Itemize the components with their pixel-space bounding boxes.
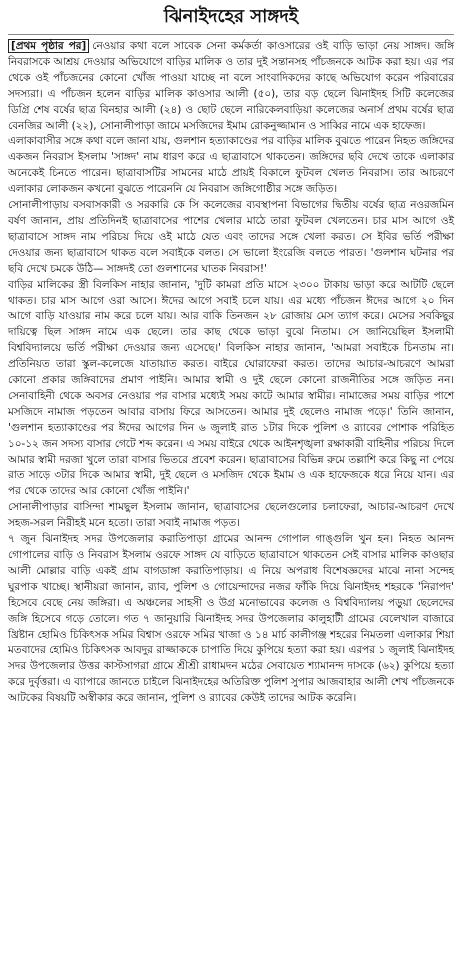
article-body <box>8 39 454 707</box>
paragraph-3: সোনালীপাড়ায় বসবাসকারী ও সরকারি কে সি কলেজের ব্যবস্থাপনা বিভাগের দ্বিতীয় বর্ষের ছাত্র নওরজমিন বর্ষণ জানান, প্রায় প্রতিদিনই ছাত্রাবাসের পাশের খেলার মাঠে তারা ফুটবল খেলতেন। চার মাস আগে ওই ছাত্রাবাসে সাঙ্গদ নাম পরিচয় দিয়ে ওই মাঠে যেত এবং তাদের সঙ্গে খেলা করত। সে ইবির ভর্তি পরীক্ষা দেওয়ার জন্য ছাত্রাবাসে থাকত বলে সবাইকে বলত। সে ভালো ইংরেজি বলতে পারত। 'গুলশান ঘটনার পর ছবি দেখে চমকে উঠি— সাঙ্গদই তো গুলশানের ঘাতক নিবরাস!' <box>8 199 454 275</box>
paragraph-6: ৭ জুন ঝিনাইদহ সদর উপজেলার করাতিপাড়া গ্রামের আনন্দ গোপাল গাঙ্গুলি খুন হন। নিহত আনন্দ গোপালের বাড়ি ও নিবরাস ইসলাম ওরফে সাঙ্গদ যে বাড়িতে ছাত্রাবাসে থাকতেন সেই বাসার মালিক কাওছার আলী মোল্লার বাড়ি একই গ্রাম বাগডাঙ্গা করাতিপাড়ায়। এ নিয়ে অপরাধ বিশেষজ্ঞদের মাঝে নানা সন্দেহ ঘুরপাক খাচ্ছে। স্থানীয়রা জানান, র‍্যাব, পুলিশ ও গোয়েন্দাদের নজর ফাঁকি দিয়ে ঝিনাইদহ শহরকে 'নিরাপদ' হিসেবে বেছে নেয় জঙ্গিরা। এ অঞ্চলের সাহসী ও উগ্র মনোভাবের কলেজ ও বিশ্ববিদ্যালয় পড়ুয়া ছেলেদের জঙ্গি হিসেবে গড়ে তোলে। গত ৭ জানুয়ারি ঝিনাইদহ সদর উপজেলার কালুহাটী গ্রামের বেলেখাল বাজারে খ্রিষ্টান হোমিও চিকিৎসক সমির বিশ্বাস ওরফে সমির খাজা ও ১৪ মার্চ কালীগঞ্জ শহরের নিমতলা এলাকার শিয়া মতবাদের হোমিও চিকিৎসক আবদুর রাজ্জাককে চাপাতি দিয়ে কুপিয়ে হত্যা করা হয়। এরপর ১ জুলাই ঝিনাইদহ সদর উপজেলার উত্তর কাস্টসাগরা গ্রামে শ্রীশ্রী রাধামদন মঠের সেবায়েত শ্যামানন্দ দাসকে (৬২) কুপিয়ে হত্যা করে দুর্বৃত্তরা। এ ব্যাপারে জানতে চাইলে ঝিনাইদহের অতিরিক্ত পুলিশ সুপার আজবাহার আলী শেখ পাঁচজনকে আটকের বিষয়টি অস্বীকার করে জানান, পুলিশ ও র‍্যাবের কেউই তাদের আটক করেনি। <box>8 533 454 705</box>
paragraph-1 <box>8 39 454 134</box>
headline: ঝিনাইদহের সাঙ্গদই <box>8 0 454 35</box>
paragraph-2: এলাকাবাসীর সঙ্গে কথা বলে জানা যায়, গুলশান হত্যাকাণ্ডের পর বাড়ির মালিক বুঝতে পারেন নিহত জঙ্গিদের একজন নিবরাস ইসলাম 'সাঙ্গদ' নাম ধারণ করে এ ছাত্রাবাসে থাকতেন। জঙ্গিদের ছবি দেখে তাকে এলাকার অনেকেই চিনতে পারেন। ছাত্রাবাসটির সামনের মাঠে প্রায়ই বিকালে ফুটবল খেলত নিবরাস। তার আচরণে এলাকার লোকজন কখনো বুঝতে পারেননি যে নিবরাস জঙ্গিগোষ্ঠীর সঙ্গে জড়িত। <box>8 135 454 196</box>
kicker-label: [প্রথম পৃষ্ঠার পর] <box>8 39 89 53</box>
paragraph-1-text: নেওয়ার কথা বলে সাবেক সেনা কর্মকর্তা কাওসারের ওই বাড়ি ভাড়া নেয় সাঙ্গদ। জঙ্গি নিবরাসকে আশ্রয় দেওয়ার অভিযোগে বাড়ির মালিক ও তার দুই সন্তানসহ পাঁচজনকে আটক করা হয়। এর পর থেকে ওই পাঁচজনের কোনো খোঁজ পাওয়া যাচ্ছে না বলে সাংবাদিকদের কাছে অভিযোগ করেন পরিবারের সদস্যরা। এ পাঁচজন হলেন বাড়ির মালিক কাওসার আলী (৫০), তার বড় ছেলে ঝিনাইদহ সিটি কলেজের ডিগ্রি শেষ বর্ষের ছাত্র বিনহার আলী (২৪) ও ছোট ছেলে নারিকেলবাড়িয়া কলেজের অনার্স প্রথম বর্ষের ছাত্র বেনজির আলী (২২), সোনালীপাড়া জামে মসজিদের ইমাম রোকনুজ্জামান ও সাব্বির নামে এক হাফেজ। <box>8 40 454 132</box>
paragraph-4: বাড়ির মালিকের স্ত্রী বিলকিস নাহার জানান, 'দুটি কামরা প্রতি মাসে ২৩০০ টাকায় ভাড়া করে আটটি ছেলে থাকত। চার মাস আগে ওরা আসে। ঈদের আগে সবাই চলে যায়। এর মধ্যে পাঁচজন ঈদের আগে ২০ দিন আগে বাড়ি যাওয়ার নাম করে চলে যায়। আর বাকি তিনজন ২৮ রোজায় মেস ত্যাগ করে। মেসের সবকিছুর দায়িত্বে ছিল সাঙ্গদ নামে এক ছেলে। তার কাছ থেকে ভাড়া বুঝে নিতাম। সে জানিয়েছিল ইসলামী বিশ্ববিদ্যালয়ে ভর্তি পরীক্ষা দেওয়ার জন্য এসেছে।' বিলকিস নাহার জানান, 'আমরা সবাইকে চিনতাম না। প্রতিনিয়ত তারা স্কুল-কলেজে যাতায়াত করত। বাইরে ঘোরাফেরা করত। তাদের আচার-আচরণে আমরা কোনো প্রকার জঙ্গিবাদের প্রমাণ পাইনি। আমার স্বামী ও দুই ছেলে কোনো রাজনীতির সঙ্গে জড়িত নন। সেনাবাহিনী থেকে অবসর নেওয়ার পর বাসার মধ্যেই সময় কাটে আমার স্বামীর। নামাজের সময় বাড়ির পাশে মসজিদে নামাজ পড়তেন আবার বাসায় ফিরে আসতেন। আমার দুই ছেলেও নামাজ পড়ে।' তিনি জানান, 'গুলশান হত্যাকাণ্ডের পর ঈদের আগের দিন ৬ জুলাই রাত ১টার দিকে পুলিশ ও র‍্যাবের পোশাক পরিহিত ১০-১২ জন সদস্য বাসার গেটে শব্দ করেন। এ সময় বাইরে থেকে আইনশৃঙ্খলা রক্ষাকারী বাহিনীর পরিচয় দিলে আমার স্বামী দরজা খুলে তারা বাসার ভিতরে প্রবেশ করেন। ছাত্রাবাসের বিভিন্ন রুমে তল্লাশি করে কিছু না পেয়ে রাত সাড়ে ৩টার দিকে আমার স্বামী, দুই ছেলে ও মসজিদ থেকে ইমাম ও এক হাফেজকে ধরে নিয়ে যান। এর পর থেকে তাদের আর কোনো খোঁজ পাইনি।' <box>8 278 454 498</box>
paragraph-5: সোনালীপাড়ার বাসিন্দা শামছুল ইসলাম জানান, ছাত্রাবাসের ছেলেগুলোর চলাফেরা, আচার-আচরণ দেখে সহজ-সরল নিরীহই মনে হতো। তারা সবাই নামাজ পড়ত। <box>8 501 454 530</box>
